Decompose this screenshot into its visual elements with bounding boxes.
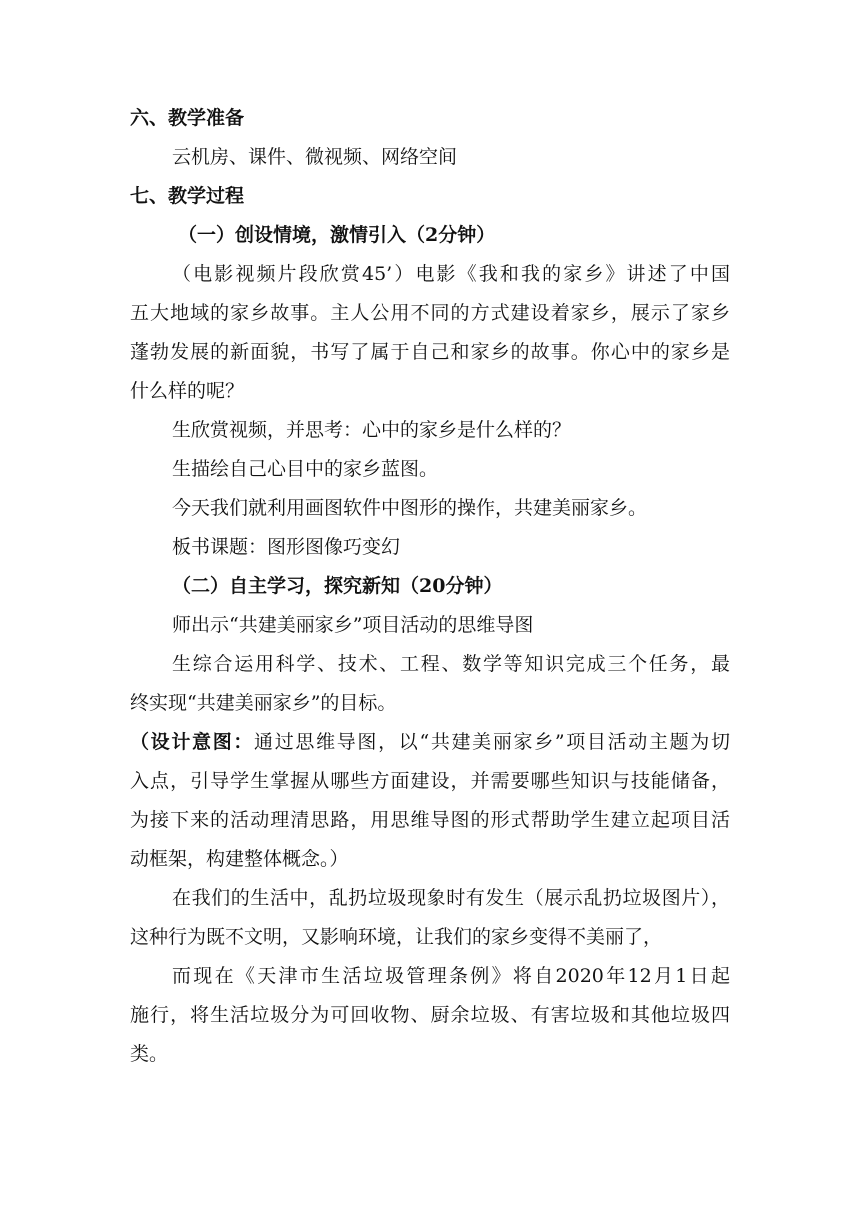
design-intent-text: 通过思维导图，以“共建美丽家乡”项目活动主题为切	[254, 731, 730, 753]
part-2-paragraph-3-line-2: 这种行为既不文明，又影响环境，让我们的家乡变得不美丽了，	[130, 926, 663, 948]
part-2-paragraph-4-line-3: 类。	[130, 1043, 169, 1065]
part-2-paragraph-4-line-2: 施行，将生活垃圾分为可回收物、厨余垃圾、有害垃圾和其他垃圾四	[130, 1004, 730, 1026]
design-intent-label: （设计意图：	[130, 731, 255, 753]
section-7-heading: 七、教学过程	[130, 185, 245, 207]
part-1-paragraph-5: 板书课题：图形图像巧变幻	[172, 536, 401, 558]
design-intent-line-3: 为接下来的活动理清思路，用思维导图的形式帮助学生建立起项目活	[130, 809, 730, 831]
part-2-paragraph-1: 师出示“共建美丽家乡”项目活动的思维导图	[172, 614, 534, 636]
part-2-paragraph-2-line-2: 终实现“共建美丽家乡”的目标。	[130, 692, 397, 714]
part-1-paragraph-2: 生欣赏视频，并思考：心中的家乡是什么样的？	[172, 419, 572, 441]
part-2-paragraph-4-line-1: 而现在《天津市生活垃圾管理条例》将自2020年12月1日起	[172, 965, 730, 987]
design-intent-line-1	[130, 729, 730, 755]
part-1-intro-line-1: （电影视频片段欣赏45’）电影《我和我的家乡》讲述了中国	[172, 263, 730, 285]
part-2-heading: （二）自主学习，探究新知（20分钟）	[172, 575, 503, 597]
section-6-text: 云机房、课件、微视频、网络空间	[172, 146, 458, 168]
part-1-intro-line-2: 五大地域的家乡故事。主人公用不同的方式建设着家乡，展示了家乡	[130, 302, 730, 324]
part-1-heading: （一）创设情境，激情引入（2分钟）	[178, 224, 496, 246]
part-1-paragraph-3: 生描绘自己心目中的家乡蓝图。	[172, 458, 439, 480]
part-1-intro-line-4: 什么样的呢？	[130, 380, 245, 402]
part-2-paragraph-2-line-1: 生综合运用科学、技术、工程、数学等知识完成三个任务，最	[172, 653, 730, 675]
part-1-paragraph-4: 今天我们就利用画图软件中图形的操作，共建美丽家乡。	[172, 497, 648, 519]
section-6-heading: 六、教学准备	[130, 107, 245, 129]
design-intent-line-4: 动框架，构建整体概念。）	[130, 848, 349, 870]
part-1-intro-line-3: 蓬勃发展的新面貌，书写了属于自己和家乡的故事。你心中的家乡是	[130, 341, 730, 363]
design-intent-line-2: 入点，引导学生掌握从哪些方面建设，并需要哪些知识与技能储备，	[130, 770, 730, 792]
part-2-paragraph-3-line-1: 在我们的生活中，乱扔垃圾现象时有发生（展示乱扔垃圾图片），	[172, 887, 730, 909]
